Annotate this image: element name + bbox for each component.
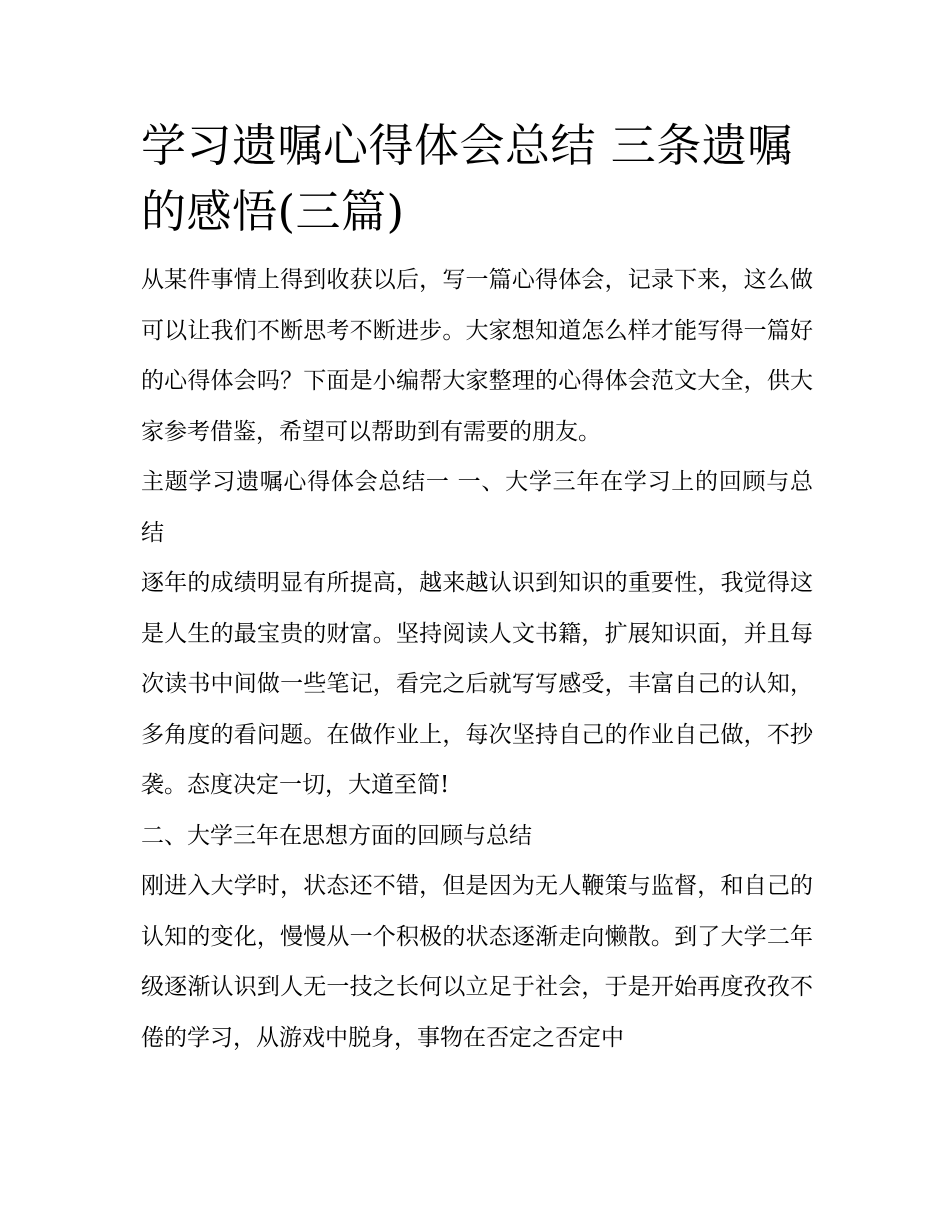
document-body	[141, 113, 813, 1063]
study-review-paragraph: 逐年的成绩明显有所提高，越来越认识到知识的重要性，我觉得这是人生的最宝贵的财富。坚持阅读人文书籍，扩展知识面，并且每次读书中间做一些笔记，看完之后就写写感受，丰富自己的认知，多角度的看问题。在做作业上，每次坚持自己的作业自己做，不抄袭。态度决定一切，大道至简!	[141, 570, 813, 798]
section-one-heading: 主题学习遗嘱心得体会总结一 一、大学三年在学习上的回顾与总结	[141, 469, 813, 546]
section-two-heading: 二、大学三年在思想方面的回顾与总结	[141, 822, 532, 849]
intro-paragraph: 从某件事情上得到收获以后，写一篇心得体会，记录下来，这么做可以让我们不断思考不断进步。大家想知道怎么样才能写得一篇好的心得体会吗？下面是小编帮大家整理的心得体会范文大全，供大家参考借鉴，希望可以帮助到有需要的朋友。	[141, 267, 813, 445]
document-title: 学习遗嘱心得体会总结 三条遗嘱的感悟(三篇)	[141, 119, 793, 238]
thought-review-paragraph: 刚进入大学时，状态还不错，但是因为无人鞭策与监督，和自己的认知的变化，慢慢从一个积极的状态逐渐走向懒散。到了大学二年级逐渐认识到人无一技之长何以立足于社会，于是开始再度孜孜不倦的学习，从游戏中脱身，事物在否定之否定中	[141, 873, 813, 1051]
